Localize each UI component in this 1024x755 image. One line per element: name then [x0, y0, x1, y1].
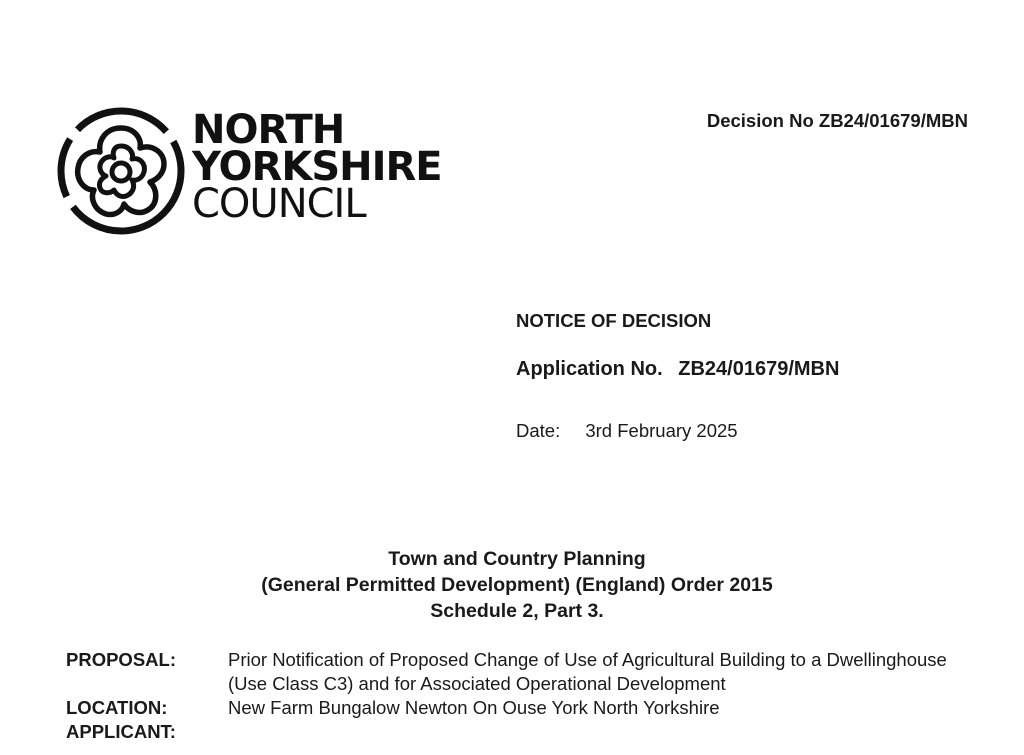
application-number: [516, 358, 976, 386]
application-value: ZB24/01679/MBN: [678, 358, 840, 380]
logo-line-yorkshire: YORKSHIRE: [192, 144, 442, 190]
act-heading: [0, 546, 1024, 624]
proposal-label: PROPOSAL:: [66, 649, 176, 670]
act-heading-line-3: Schedule 2, Part 3.: [430, 600, 604, 622]
act-heading-line-1: Town and Country Planning: [388, 548, 646, 570]
notice-block: [516, 310, 976, 442]
logo-line-north: NORTH: [192, 107, 345, 153]
date-value: 3rd February 2025: [585, 420, 738, 441]
council-wordmark: [192, 107, 442, 227]
proposal-value: Prior Notification of Proposed Change of Use of Agricultural Building to a Dwellinghouse (Use Class C3) and for Associated Operational Development: [228, 649, 947, 694]
location-label: LOCATION:: [66, 697, 168, 718]
application-details: [66, 648, 966, 744]
date-label: Date:: [516, 420, 561, 441]
council-logo: [54, 104, 454, 244]
proposal-row: [66, 648, 966, 696]
applicant-row: [66, 720, 966, 744]
location-row: [66, 696, 966, 720]
decision-date: [516, 420, 976, 442]
act-heading-line-2: (General Permitted Development) (England) Order 2015: [261, 574, 773, 596]
notice-title: NOTICE OF DECISION: [516, 310, 712, 331]
applicant-label: APPLICANT:: [66, 721, 176, 742]
yorkshire-rose-icon: [54, 104, 188, 238]
applicant-value: [228, 720, 948, 744]
logo-line-council: COUNCIL: [192, 181, 366, 227]
decision-number: Decision No ZB24/01679/MBN: [706, 110, 968, 131]
location-value: New Farm Bungalow Newton On Ouse York North Yorkshire: [228, 697, 720, 718]
application-label: Application No.: [516, 358, 663, 380]
